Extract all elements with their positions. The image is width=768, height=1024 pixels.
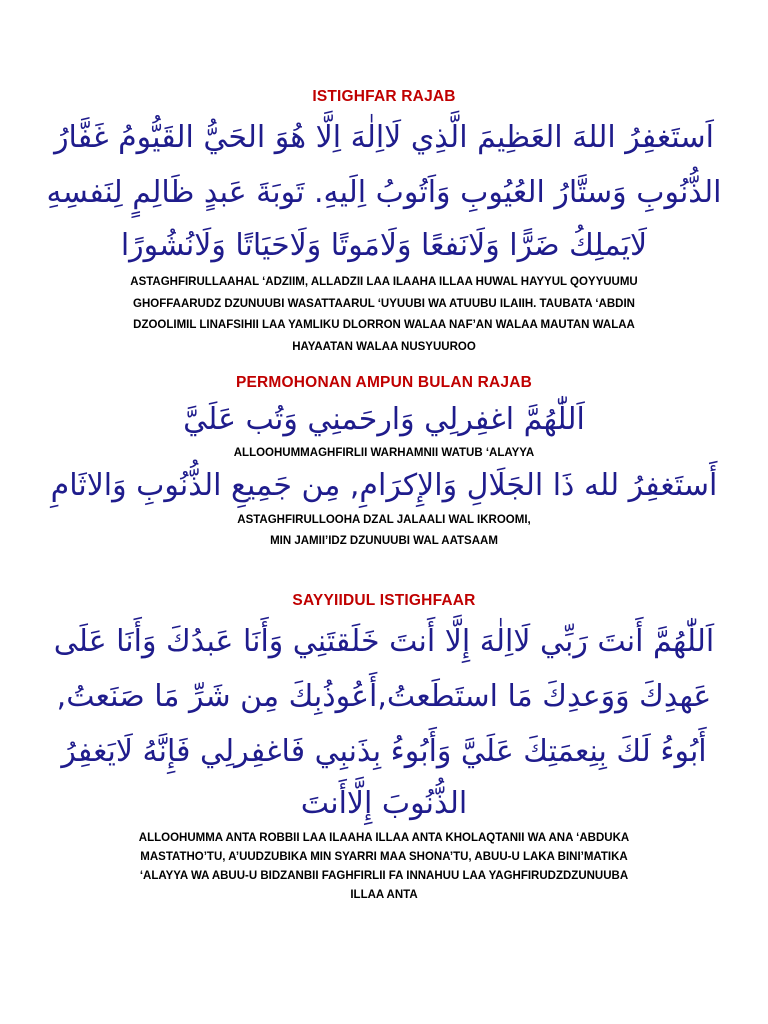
arabic-line: الذُّنُوبِ وَستَّارُ العُيُوبِ وَاَتُوبُ اِلَيهِ. تَوبَةَ عَبدٍ ظَالِمٍ لِنَفسِهِ: [46, 175, 722, 210]
section-permohonan-ampun: [40, 374, 728, 552]
arabic-line: أَبُوءُ لَكَ بِنِعمَتِكَ عَلَيَّ وَأَبُوءُ بِذَنبِي فَاغفِرلِي فَإِنَّهُ لَايَغفِرُ: [61, 734, 707, 769]
transliteration-line: ASTAGHFIRULLOOHA DZAL JALAALI WAL IKROOMI,: [237, 514, 531, 526]
arabic-line: لَايَملِكُ ضَرًّا وَلَانَفعًا وَلَامَوتًا وَلَاحَيَاتًا وَلَانُشُورًا: [120, 228, 648, 263]
section-title: SAYYIIDUL ISTIGHFAAR: [292, 592, 476, 609]
arabic-line: اَللّٰهُمَّ اغفِرلِي وَارحَمنِي وَتُب عَلَيَّ: [183, 402, 585, 437]
transliteration-line: MASTATHO’TU, A’UUDZUBIKA MIN SYARRI MAA SHONA’TU, ABUU-U LAKA BINI’MATIKA: [140, 851, 628, 863]
transliteration-line: ‘ALAYYA WA ABUU-U BIDZANBII FAGHFIRLII FA INNAHUU LAA YAGHFIRUDZDZUNUUBA: [139, 870, 629, 882]
transliteration-line: ILLAA ANTA: [350, 889, 418, 901]
transliteration-line: ALLOOHUMMA ANTA ROBBII LAA ILAAHA ILLAA ANTA KHOLAQTANII WA ANA ‘ABDUKA: [138, 832, 630, 844]
arabic-line: عَهدِكَ وَوَعدِكَ مَا استَطَعتُ,أَعُوذُبِكَ مِن شَرِّ مَا صَنَعتُ,: [56, 679, 712, 714]
transliteration-line: GHOFFAARUDZ DZUNUUBI WASATTAARUL ‘UYUUBI WA ATUUBU ILAIIH. TAUBATA ‘ABDIN: [133, 297, 635, 310]
transliteration-line: HAYAATAN WALAA NUSYUUROO: [292, 340, 476, 353]
section-sayyiidul-istighfaar: [40, 592, 728, 905]
transliteration-line: DZOOLIMIL LINAFSIHII LAA YAMLIKU DLORRON WALAA NAF’AN WALAA MAUTAN WALAA: [133, 319, 635, 331]
arabic-line: اَللّٰهُمَّ أَنتَ رَبِّي لَااِلٰهَ إِلَّا أَنتَ خَلَقتَنِي وَأَنَا عَبدُكَ وَأَنَا عَلَى: [53, 624, 715, 659]
arabic-line: اَستَغفِرُ اللهَ العَظِيمَ الَّذِي لَااِلٰهَ اِلَّا هُوَ الحَيُّ القَيُّومُ غَفَّارُ: [54, 120, 714, 155]
section-title: PERMOHONAN AMPUN BULAN RAJAB: [235, 374, 533, 391]
section-istighfar-rajab: [40, 88, 728, 358]
arabic-line: الذُّنُوبَ إِلَّاأَنتَ: [300, 786, 468, 821]
section-title: ISTIGHFAR RAJAB: [312, 88, 456, 105]
transliteration-line: MIN JAMII’IDZ DZUNUUBI WAL AATSAAM: [270, 535, 498, 547]
transliteration-line: ALLOOHUMMAGHFIRLII WARHAMNII WATUB ‘ALAYYA: [233, 447, 535, 459]
arabic-line: أَستَغفِرُ لله ذَا الجَلَالِ وَالإِكرَامِ, مِن جَمِيعِ الذُّنُوبِ وَالاثَامِ: [50, 468, 718, 503]
transliteration-line: ASTAGHFIRULLAAHAL ‘ADZIIM, ALLADZII LAA ILAAHA ILLAA HUWAL HAYYUL QOYYUUMU: [130, 276, 638, 288]
